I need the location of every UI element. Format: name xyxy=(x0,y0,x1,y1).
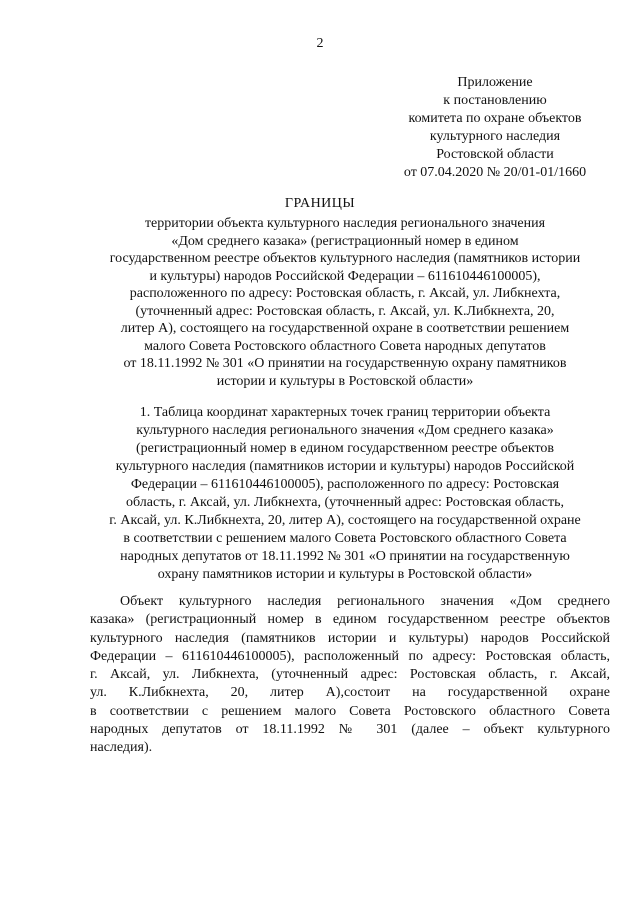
section-line: охрану памятников истории и культуры в Ростовской области» xyxy=(157,567,533,582)
subtitle-line: «Дом среднего казака» (регистрационный номер в едином xyxy=(171,233,519,249)
body-line: народных депутатов от 18.11.1992 № 301 (далее – объект культурного xyxy=(90,722,610,738)
appendix-header xyxy=(370,74,620,182)
subtitle-line: малого Совета Ростовского областного Совета народных депутатов xyxy=(144,338,546,354)
appendix-line: комитета по охране объектов xyxy=(408,111,582,126)
body-line: культурного наследия (памятников истории и культуры) народов Российской xyxy=(90,630,610,646)
subtitle-line: и культуры) народов Российской Федерации – 611610446100005), xyxy=(149,268,541,284)
section-line: культурного наследия регионального значения «Дом среднего казака» xyxy=(136,423,554,438)
document-title: ГРАНИЦЫ xyxy=(284,196,356,211)
body-line: казака» (регистрационный номер в едином государственном реестре объектов xyxy=(90,612,610,628)
appendix-line: культурного наследия xyxy=(429,129,561,144)
section-line: культурного наследия (памятников истории и культуры) народов Российской xyxy=(115,459,575,474)
appendix-line: от 07.04.2020 № 20/01-01/1660 xyxy=(403,165,587,180)
subtitle-line: литер А), состоящего на государственной охране в соответствии решением xyxy=(120,321,570,336)
appendix-line: Ростовской области xyxy=(436,147,554,162)
section-1-heading xyxy=(60,404,630,584)
section-line: Федерации – 611610446100005), расположенного по адресу: Ростовская xyxy=(130,477,560,492)
body-line: ул. К.Либкнехта, 20, литер А),состоит на государственной охране xyxy=(90,685,610,701)
document-subtitle xyxy=(60,215,630,390)
section-line: в соответствии с решением малого Совета Ростовского областного Совета xyxy=(123,531,567,546)
section-line: народных депутатов от 18.11.1992 № 301 «О принятии на государственную xyxy=(120,549,570,564)
body-line: Объект культурного наследия регионального значения «Дом среднего xyxy=(120,594,610,609)
section-line: область, г. Аксай, ул. Либкнехта, (уточненный адрес: Ростовская область, xyxy=(126,495,564,510)
section-line: (регистрационный номер в едином государственном реестре объектов xyxy=(135,441,555,456)
subtitle-line: государственном реестре объектов культурного наследия (памятников истории xyxy=(109,251,581,266)
subtitle-line: истории и культуры в Ростовской области» xyxy=(216,373,474,389)
body-line: в соответствии с решением малого Совета Ростовского областного Совета xyxy=(90,703,610,719)
appendix-line: к постановлению xyxy=(443,93,547,108)
body-paragraph xyxy=(90,593,610,758)
subtitle-line: (уточненный адрес: Ростовская область, г. Аксай, ул. К.Либкнехта, 20, xyxy=(135,303,555,319)
subtitle-line: от 18.11.1992 № 301 «О принятии на государственную охрану памятников xyxy=(123,356,567,371)
section-line: г. Аксай, ул. К.Либкнехта, 20, литер А), состоящего на государственной охране xyxy=(109,513,581,528)
subtitle-line: расположенного по адресу: Ростовская область, г. Аксай, ул. Либкнехта, xyxy=(129,286,561,301)
page-number: 2 xyxy=(316,36,324,51)
appendix-line: Приложение xyxy=(457,75,533,90)
section-line: 1. Таблица координат характерных точек границ территории объекта xyxy=(139,405,551,420)
body-line: Федерации – 611610446100005), расположенный по адресу: Ростовская область, xyxy=(90,648,610,664)
body-line: г. Аксай, ул. Либкнехта, (уточненный адрес: Ростовская область, г. Аксай, xyxy=(90,667,610,683)
subtitle-line: территории объекта культурного наследия регионального значения xyxy=(144,216,546,231)
body-line: наследия). xyxy=(90,740,153,756)
